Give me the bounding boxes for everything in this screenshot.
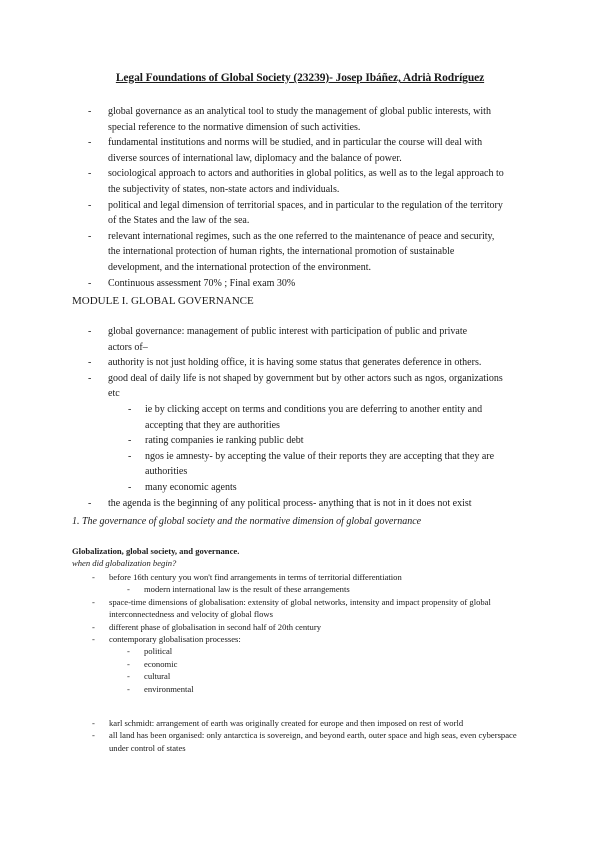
list-item: - fundamental institutions and norms will be studied, and in particular the course will deal with diverse sources of international law, diplomacy and the balance of power. [88, 135, 508, 166]
sub-list-item: - many economic agents [128, 480, 508, 496]
list-item: - political and legal dimension of territorial spaces, and in particular to the regulation of the territory of the States and the law of the sea. [88, 198, 508, 229]
list-item [92, 633, 522, 695]
list-item: - authority is not just holding office, it is having some status that generates deference in others. [88, 355, 508, 371]
globalization-list [92, 571, 522, 695]
sub-list [127, 583, 522, 595]
sub-list-item: - environmental [127, 683, 522, 695]
intro-list [88, 104, 508, 291]
sub-list-item: - ngos ie amnesty- by accepting the value of their reports they are accepting that they are authorities [128, 449, 508, 480]
sub-list [127, 645, 522, 695]
module-heading: MODULE I. GLOBAL GOVERNANCE [72, 295, 254, 307]
list-item-text: good deal of daily life is not shaped by government but by other actors such as ngos, organizations etc [108, 372, 503, 400]
sub-list [128, 402, 508, 496]
list-item: - global governance as an analytical tool to study the management of global public interests, with special reference to the normative dimension of such activities. [88, 104, 508, 135]
sub-list-item: - economic [127, 658, 522, 670]
list-item: - all land has been organised: only antarctica is sovereign, and beyond earth, outer space and high seas, even cyberspace under control of states [92, 729, 522, 754]
list-item: - karl schmidt: arrangement of earth was originally created for europe and then imposed on rest of world [92, 717, 522, 729]
sub-heading: Globalization, global society, and governance. [72, 546, 240, 556]
list-item: - relevant international regimes, such as the one referred to the maintenance of peace and security, the international protection of human rights, the international promotion of sustainable development, and the international protection of the environment. [88, 229, 508, 276]
list-item [92, 571, 522, 596]
sub-list-item: - rating companies ie ranking public debt [128, 433, 508, 449]
sub-list-item: - cultural [127, 670, 522, 682]
list-item-text: before 16th century you won't find arrangements in terms of territorial differentiation [109, 572, 402, 582]
final-list [92, 717, 522, 754]
question-text: when did globalization begin? [72, 558, 177, 568]
sub-list-item: - political [127, 645, 522, 657]
list-item: - different phase of globalisation in second half of 20th century [92, 621, 522, 633]
sub-list-item: - modern international law is the result of these arrangements [127, 583, 522, 595]
list-item [88, 371, 508, 496]
sub-list-item: - ie by clicking accept on terms and conditions you are deferring to another entity and accepting that they are authorities [128, 402, 508, 433]
list-item: - sociological approach to actors and authorities in global politics, as well as to the legal approach to the subjectivity of states, non-state actors and individuals. [88, 166, 508, 197]
list-item: - Continuous assessment 70% ; Final exam 30% [88, 276, 508, 292]
list-item: - global governance: management of public interest with participation of public and private actors of– [88, 324, 508, 355]
list-item: - the agenda is the beginning of any political process- anything that is not in it does not exist [88, 496, 508, 512]
list-item-text: contemporary globalisation processes: [109, 634, 241, 645]
list-item: - space-time dimensions of globalisation: extensity of global networks, intensity and impact propensity of global interconnectedness and velocity of global flows [92, 596, 522, 621]
document-title: Legal Foundations of Global Society (23239)- Josep Ibáñez, Adrià Rodríguez [115, 72, 485, 84]
section-heading: 1. The governance of global society and the normative dimension of global governance [72, 516, 422, 527]
module-list [88, 324, 508, 511]
